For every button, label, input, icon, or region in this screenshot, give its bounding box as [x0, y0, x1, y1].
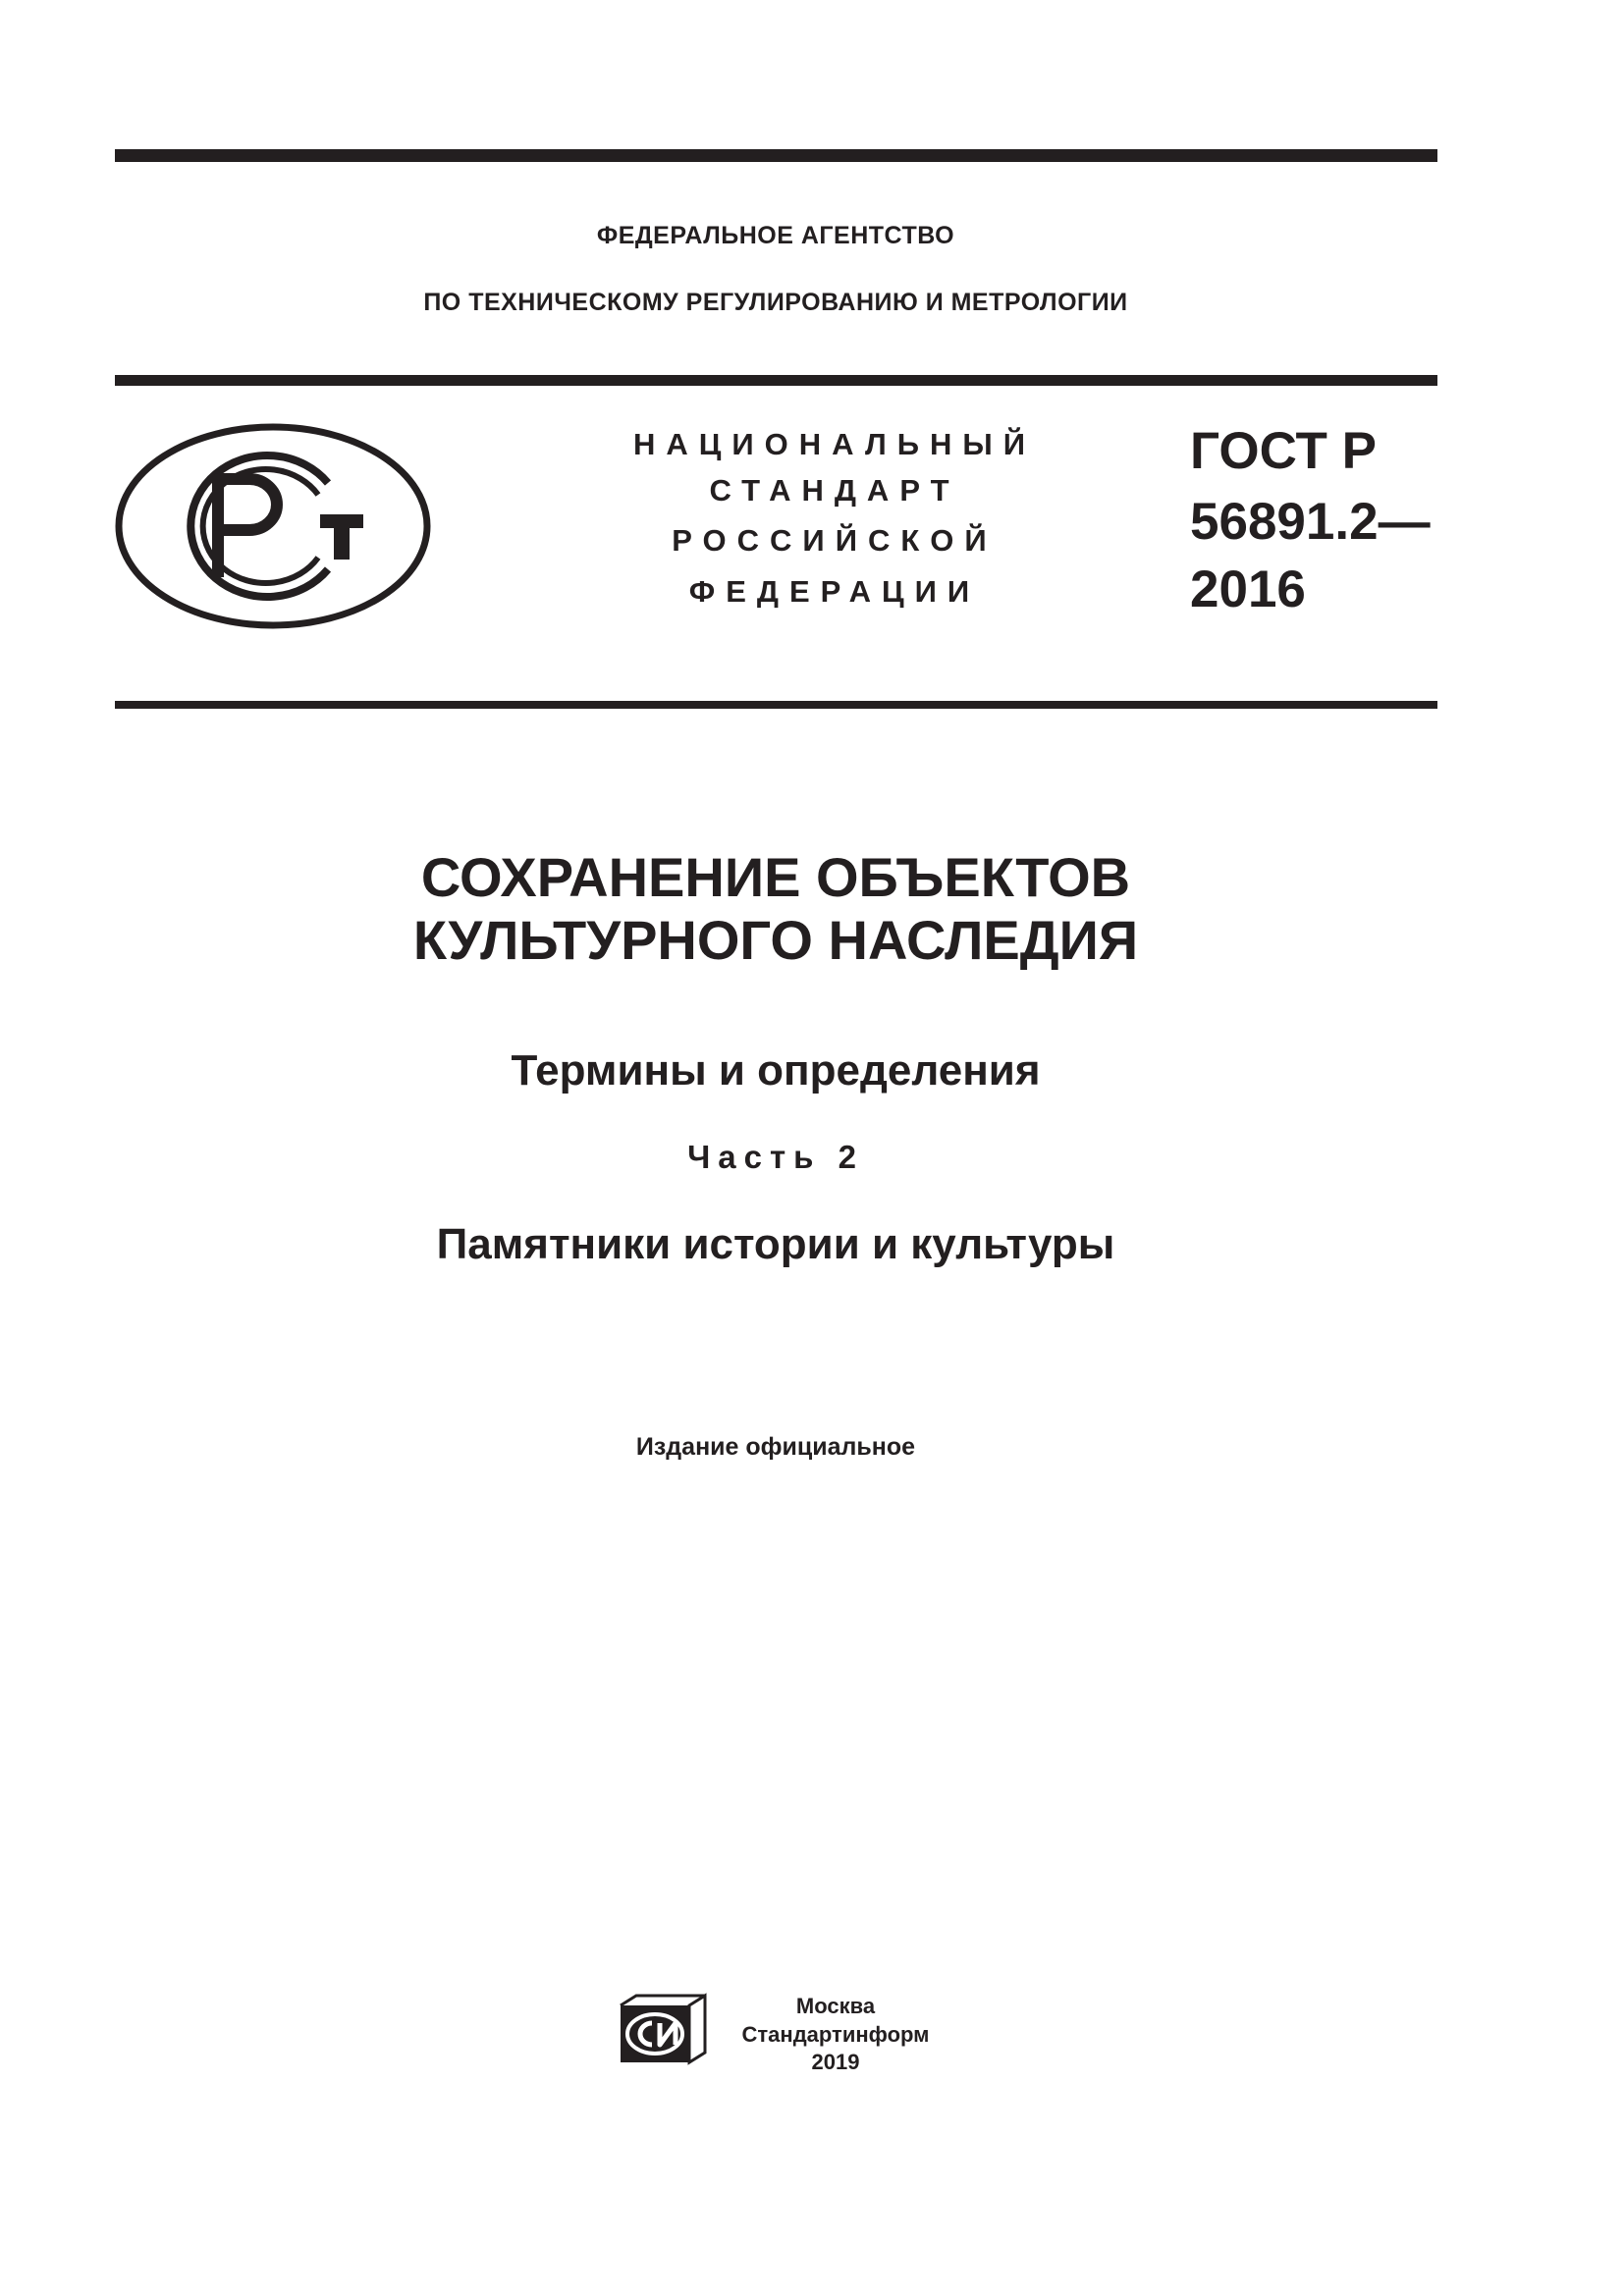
- bottom-rule: [115, 701, 1437, 709]
- standard-type-line-4: ФЕДЕРАЦИИ: [688, 574, 981, 609]
- part-number: Часть 2: [687, 1139, 864, 1175]
- designation-line-3: 2016: [1190, 561, 1306, 618]
- rst-certification-mark-icon: [114, 422, 432, 631]
- publisher-city: Москва: [795, 1994, 876, 2018]
- publication-year: 2019: [811, 2050, 860, 2074]
- standartinform-logo-icon: [619, 1992, 709, 2070]
- part-name: Памятники истории и культуры: [436, 1220, 1115, 1268]
- agency-line-2: ПО ТЕХНИЧЕСКОМУ РЕГУЛИРОВАНИЮ И МЕТРОЛОГИИ: [423, 289, 1128, 316]
- document-title-line-1: СОХРАНЕНИЕ ОБЪЕКТОВ: [420, 846, 1131, 908]
- middle-rule: [115, 375, 1437, 386]
- document-title-line-2: КУЛЬТУРНОГО НАСЛЕДИЯ: [412, 909, 1139, 971]
- document-subtitle: Термины и определения: [511, 1046, 1041, 1095]
- designation-line-2: 56891.2—: [1190, 493, 1431, 551]
- designation-line-1: ГОСТ Р: [1190, 422, 1377, 480]
- edition-note: Издание официальное: [635, 1433, 916, 1461]
- standard-type-line-1: НАЦИОНАЛЬНЫЙ: [632, 427, 1037, 461]
- standard-type-line-3: РОССИЙСКОЙ: [672, 523, 998, 558]
- publisher-name: Стандартинформ: [741, 2022, 930, 2047]
- agency-line-1: ФЕДЕРАЛЬНОЕ АГЕНТСТВО: [596, 222, 955, 249]
- standard-type-line-2: СТАНДАРТ: [709, 473, 960, 507]
- top-rule: [115, 149, 1437, 162]
